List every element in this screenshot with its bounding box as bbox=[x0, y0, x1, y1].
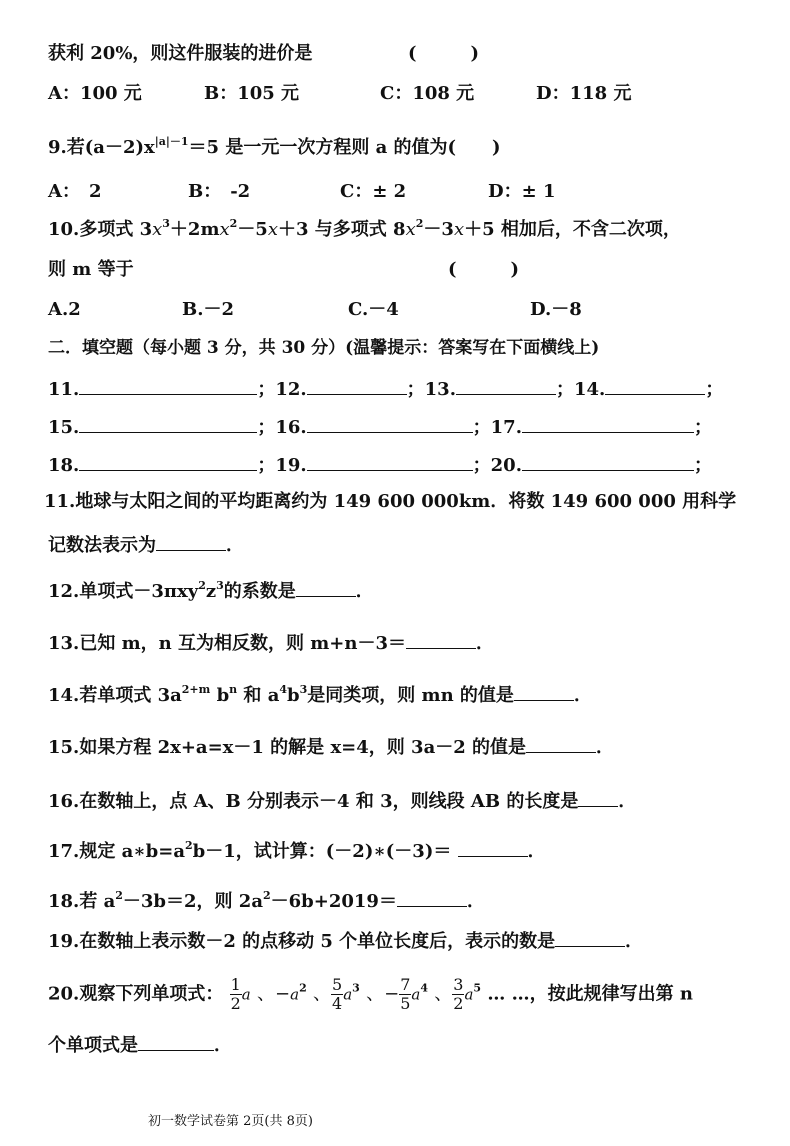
answer-label-13: 13. bbox=[424, 379, 456, 400]
q20-term-1-den: 2 bbox=[230, 994, 241, 1013]
answer-row-2 bbox=[48, 414, 712, 440]
answer-label-12: 12. bbox=[275, 379, 307, 400]
q18-mid: －3b＝2，则 2a bbox=[122, 891, 263, 912]
semicolon: ； bbox=[257, 379, 276, 400]
period: ． bbox=[618, 791, 637, 812]
q15-stem: 15.如果方程 2x+a=x－1 的解是 x=4，则 3a－2 的值是 bbox=[48, 737, 527, 758]
answer-blank-17[interactable] bbox=[522, 414, 694, 433]
answer-blank-15[interactable] bbox=[79, 414, 257, 433]
q19-blank[interactable] bbox=[555, 928, 625, 947]
q10-option-d: D.－8 bbox=[530, 299, 582, 320]
q20-term-3-var: a bbox=[343, 985, 353, 1004]
q20-term-4-num: 7 bbox=[400, 975, 411, 994]
q20-stem-2: 个单项式是 bbox=[48, 1035, 138, 1056]
q19-stem: 19.在数轴上表示数－2 的点移动 5 个单位长度后，表示的数是 bbox=[48, 931, 556, 952]
q14-b: b bbox=[210, 685, 230, 706]
q10-line2: 则 m 等于 bbox=[48, 259, 134, 280]
q17-suffix: b－1，试计算：(－2)∗(－3)＝ bbox=[192, 841, 452, 862]
period: ． bbox=[226, 535, 244, 556]
period: ． bbox=[355, 581, 374, 602]
q8-answer-paren: ( ) bbox=[408, 43, 480, 64]
q20-term-1-num: 1 bbox=[230, 975, 241, 994]
q9-option-d: D：± 1 bbox=[488, 181, 556, 202]
q14-blank[interactable] bbox=[514, 682, 574, 701]
q14-a2-exp: 4 bbox=[279, 683, 288, 696]
q14-text bbox=[48, 682, 592, 708]
q15-blank[interactable] bbox=[526, 734, 596, 753]
q17-exp: 2 bbox=[185, 839, 193, 852]
q10-var-x4: x bbox=[405, 219, 416, 240]
q20-term-1-frac bbox=[230, 976, 242, 1013]
q14-suffix: 是同类项，则 mn 的值是 bbox=[307, 685, 514, 706]
q10-term-3a: ＋3 与多项式 8 bbox=[278, 219, 406, 240]
q9-option-a: A： 2 bbox=[48, 181, 102, 202]
q12-prefix: 12.单项式－3πxy bbox=[48, 581, 199, 602]
q10-answer-paren: ( ) bbox=[448, 259, 520, 280]
q14-b-exp: n bbox=[229, 683, 238, 696]
answer-label-11: 11. bbox=[48, 379, 80, 400]
q19-text bbox=[48, 928, 643, 954]
q8-option-d: D：118 元 bbox=[536, 83, 632, 104]
q20-term-3-exp: 3 bbox=[352, 981, 360, 995]
q12-z-exp: 3 bbox=[216, 579, 224, 592]
q9-option-b: B： -2 bbox=[188, 181, 251, 202]
q14-prefix: 14.若单项式 3a bbox=[48, 685, 182, 706]
q12-y-exp: 2 bbox=[198, 579, 206, 592]
q20-term-4-den: 5 bbox=[400, 994, 411, 1013]
q10-exp-2b: 2 bbox=[415, 217, 424, 230]
q20-term-5-num: 3 bbox=[453, 975, 464, 994]
q10-prefix: 10.多项式 3 bbox=[48, 219, 153, 240]
answer-row-3 bbox=[48, 452, 712, 478]
semicolon: ； bbox=[693, 455, 712, 476]
q10-exp-2a: 2 bbox=[229, 217, 238, 230]
q10-term-2m: ＋2m bbox=[169, 219, 220, 240]
q16-text bbox=[48, 788, 636, 814]
q8-stem: 获利 20%，则这件服装的进价是 bbox=[48, 43, 313, 64]
q10-term-5: －5 bbox=[237, 219, 268, 240]
q8-text bbox=[48, 42, 312, 66]
q9-text bbox=[48, 136, 501, 160]
q15-text bbox=[48, 734, 614, 760]
period: ． bbox=[527, 841, 546, 862]
q17-prefix: 17.规定 a∗b=a bbox=[48, 841, 186, 862]
q20-term-4-frac bbox=[399, 976, 411, 1013]
answer-blank-19[interactable] bbox=[307, 452, 473, 471]
q14-a-exp: 2+m bbox=[181, 683, 211, 696]
q11-stem: 记数法表示为 bbox=[48, 535, 156, 556]
semicolon: ； bbox=[693, 417, 712, 438]
q13-stem: 13.已知 m，n 互为相反数，则 m+n－3＝ bbox=[48, 633, 406, 654]
q10-term-3b: －3 bbox=[423, 219, 454, 240]
q16-blank[interactable] bbox=[578, 788, 618, 807]
semicolon: ； bbox=[705, 379, 724, 400]
q20-prefix: 20.观察下列单项式： bbox=[48, 983, 224, 1005]
answer-label-17: 17. bbox=[490, 417, 522, 438]
q20-term-3-num: 5 bbox=[332, 975, 343, 994]
q12-suffix: 的系数是 bbox=[223, 581, 296, 602]
period: ． bbox=[573, 685, 592, 706]
q10-option-b: B.－2 bbox=[182, 299, 235, 320]
answer-label-16: 16. bbox=[275, 417, 307, 438]
q16-stem: 16.在数轴上，点 A、B 分别表示－4 和 3，则线段 AB 的长度是 bbox=[48, 791, 579, 812]
q10-var-x2: x bbox=[219, 219, 230, 240]
q20-term-4-exp: 4 bbox=[420, 981, 428, 995]
q14-b2-exp: 3 bbox=[299, 683, 308, 696]
q20-term-5-var: a bbox=[464, 985, 474, 1004]
q8-option-b: B：105 元 bbox=[204, 83, 300, 104]
answer-blank-20[interactable] bbox=[522, 452, 694, 471]
semicolon: ； bbox=[257, 455, 276, 476]
semicolon: ； bbox=[472, 417, 491, 438]
period: ． bbox=[466, 891, 485, 912]
q12-blank[interactable] bbox=[296, 578, 356, 597]
q18-exp1: 2 bbox=[115, 889, 123, 902]
q20-text bbox=[48, 976, 693, 1013]
semicolon: ； bbox=[555, 379, 574, 400]
semicolon: ； bbox=[472, 455, 491, 476]
period: ． bbox=[214, 1035, 232, 1056]
q9-exponent: |a|－1 bbox=[154, 135, 189, 148]
q20-term-5-exp: 5 bbox=[473, 981, 482, 995]
q11-blank[interactable] bbox=[156, 532, 226, 551]
q13-text bbox=[48, 630, 494, 656]
q9-prefix: 9.若(a－2)x bbox=[48, 137, 155, 158]
q20-term-5-den: 2 bbox=[453, 994, 464, 1013]
answer-blank-14[interactable] bbox=[605, 376, 705, 395]
q20-term-2-sign: 、− bbox=[257, 983, 291, 1005]
q20-term-4-sign: 、− bbox=[366, 983, 400, 1005]
answer-label-20: 20. bbox=[490, 455, 522, 476]
q11-line2 bbox=[48, 532, 244, 558]
q20-term-2-var: a bbox=[290, 985, 300, 1004]
q9-option-c: C：± 2 bbox=[340, 181, 407, 202]
period: ． bbox=[625, 931, 644, 952]
period: ． bbox=[476, 633, 494, 654]
q17-text bbox=[48, 838, 546, 864]
q20-term-3-frac bbox=[331, 976, 343, 1013]
q9-suffix: ＝5 是一元一次方程则 a 的值为( ) bbox=[188, 137, 501, 158]
q18-blank[interactable] bbox=[397, 888, 467, 907]
q10-var-x5: x bbox=[453, 219, 465, 240]
q20-term-5-frac bbox=[452, 976, 464, 1013]
answer-blank-12[interactable] bbox=[307, 376, 407, 395]
q20-term-1-var: a bbox=[241, 985, 251, 1004]
page-footer: 初一数学试卷第 2页(共 8页) bbox=[148, 1114, 313, 1129]
q10-exp-3: 3 bbox=[162, 217, 170, 230]
q17-blank[interactable] bbox=[458, 838, 528, 857]
q18-text bbox=[48, 888, 485, 914]
answer-row-1 bbox=[48, 376, 723, 402]
answer-label-19: 19. bbox=[275, 455, 307, 476]
q20-blank[interactable] bbox=[138, 1032, 214, 1051]
answer-blank-13[interactable] bbox=[456, 376, 556, 395]
q20-term-2-exp: 2 bbox=[299, 981, 307, 995]
answer-label-15: 15. bbox=[48, 417, 80, 438]
q12-text bbox=[48, 578, 374, 604]
answer-blank-16[interactable] bbox=[307, 414, 473, 433]
q10-term-5-end: ＋5 相加后，不含二次项， bbox=[464, 219, 681, 240]
q14-b2: b bbox=[287, 685, 300, 706]
q20-term-3-sign: 、 bbox=[313, 983, 332, 1005]
q20-line2 bbox=[48, 1032, 232, 1058]
section2-heading: 二．填空题（每小题 3 分，共 30 分）(温馨提示：答案写在下面横线上) bbox=[48, 338, 600, 358]
answer-label-14: 14. bbox=[573, 379, 606, 400]
q10-text bbox=[48, 218, 681, 242]
q18-exp2: 2 bbox=[263, 889, 271, 902]
q13-blank[interactable] bbox=[406, 630, 476, 649]
q14-mid: 和 a bbox=[237, 685, 280, 706]
semicolon: ； bbox=[257, 417, 276, 438]
q8-option-a: A：100 元 bbox=[48, 83, 142, 104]
q11-line1: 11.地球与太阳之间的平均距离约为 149 600 000km．将数 149 600 000 用科学 bbox=[44, 491, 737, 512]
q20-ellipsis: … …，按此规律写出第 n bbox=[487, 983, 693, 1005]
q18-suffix: －6b+2019＝ bbox=[270, 891, 397, 912]
answer-blank-18[interactable] bbox=[79, 452, 257, 471]
q10-var-x1: x bbox=[152, 219, 163, 240]
q20-term-5-sign: 、 bbox=[434, 983, 453, 1005]
q12-z: z bbox=[205, 581, 217, 602]
q20-term-4-var: a bbox=[411, 985, 421, 1004]
q10-option-a: A.2 bbox=[48, 299, 81, 320]
answer-blank-11[interactable] bbox=[79, 376, 257, 395]
q18-prefix: 18.若 a bbox=[48, 891, 116, 912]
q10-option-c: C.－4 bbox=[348, 299, 399, 320]
q20-term-3-den: 4 bbox=[332, 994, 343, 1013]
period: ． bbox=[596, 737, 615, 758]
answer-label-18: 18. bbox=[48, 455, 80, 476]
semicolon: ； bbox=[406, 379, 425, 400]
q8-option-c: C：108 元 bbox=[380, 83, 475, 104]
q10-var-x3: x bbox=[267, 219, 278, 240]
